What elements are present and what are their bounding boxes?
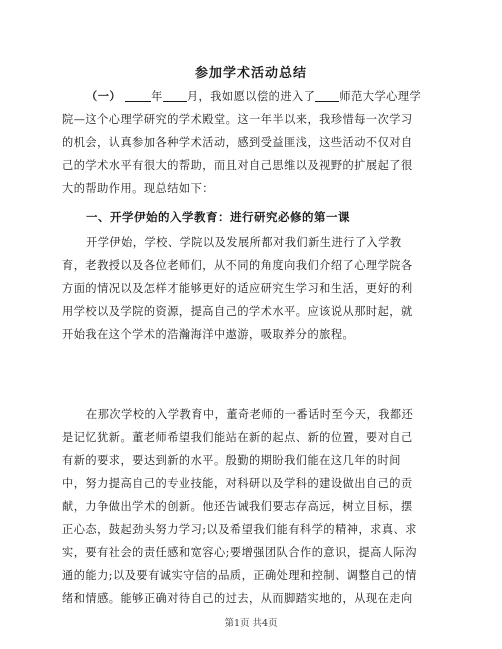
blank-university [315, 89, 339, 102]
text-year: 年 [151, 90, 163, 103]
paragraph-line: 献，力争做出学术的创新。他还告诫我们要志存高远，树立目标，摆 [62, 500, 413, 513]
blank-year [125, 89, 151, 102]
paragraph-line: 通的能力;以及要有诚实守信的品质，正确处理和控制、调整自己的情 [62, 569, 417, 582]
paragraph-line [62, 85, 440, 108]
paragraph-orientation [62, 231, 440, 346]
paragraph-line: 育，老教授以及各位老师们，从不同的角度向我们介绍了心理学院各 [62, 259, 413, 272]
section-number: （一） [86, 89, 122, 103]
paragraph-line: 绪和情感。能够正确对待自己的过去，从而脚踏实地的，从现在走向 [62, 592, 413, 605]
paragraph-intro [62, 85, 440, 200]
text-month: 月，我如愿以偿的进入了 [186, 90, 316, 103]
paragraph-line: 己的学术水平有很大的帮助，而且对自己思维以及视野的扩展起了很 [62, 159, 413, 172]
paragraph-line: 有新的要求，要达到新的水平。殷勤的期盼我们能在这几年的时间 [62, 454, 401, 467]
paragraph-line: 在那次学校的入学教育中，董奇老师的一番话时至今天，我都还 [86, 408, 414, 421]
paragraph-line: 实，要有社会的责任感和宽容心;要增强团队合作的意识，提高人际沟 [62, 546, 417, 559]
paragraph-line: 是记忆犹新。董老师希望我们能站在新的起点、新的位置，要对自己 [62, 431, 413, 444]
blank-month [163, 89, 187, 102]
paragraph-line: 方面的情况以及怎样才能够更好的适应研究生学习和生活，更好的利 [62, 282, 413, 295]
paragraph-line: 中，努力提高自己的专业技能，对科研以及学科的建设做出自己的贡 [62, 477, 413, 490]
document-title: 参加学术活动总结 [194, 66, 307, 81]
paragraph-line: 的机会，认真参加各种学术活动，感到受益匪浅，这些活动不仅对自 [62, 136, 413, 149]
paragraph-line: 大的帮助作用。现总结如下： [62, 182, 214, 195]
paragraph-speech [62, 403, 440, 610]
paragraph-line: 院—这个心理学研究的学术殿堂。这一年半以来，我珍惜每一次学习 [62, 113, 413, 126]
section-heading: 一、开学伊始的入学教育：进行研究必修的第一课 [86, 210, 350, 224]
paragraph-line: 开始我在这个学术的浩瀚海洋中遨游，吸取养分的旅程。 [62, 328, 355, 341]
page-footer: 第1页 共4页 [224, 618, 278, 629]
text-university: 师范大学心理学 [339, 90, 422, 103]
paragraph-line: 开学伊始，学校、学院以及发展所都对我们新生进行了入学教 [86, 236, 402, 249]
paragraph-line: 正心态，鼓起劲头努力学习;以及希望我们能有科学的精神，求真、求 [62, 523, 417, 536]
paragraph-line: 用学校以及学院的资源，提高自己的学术水平。应该说从那时起，就 [62, 305, 413, 318]
